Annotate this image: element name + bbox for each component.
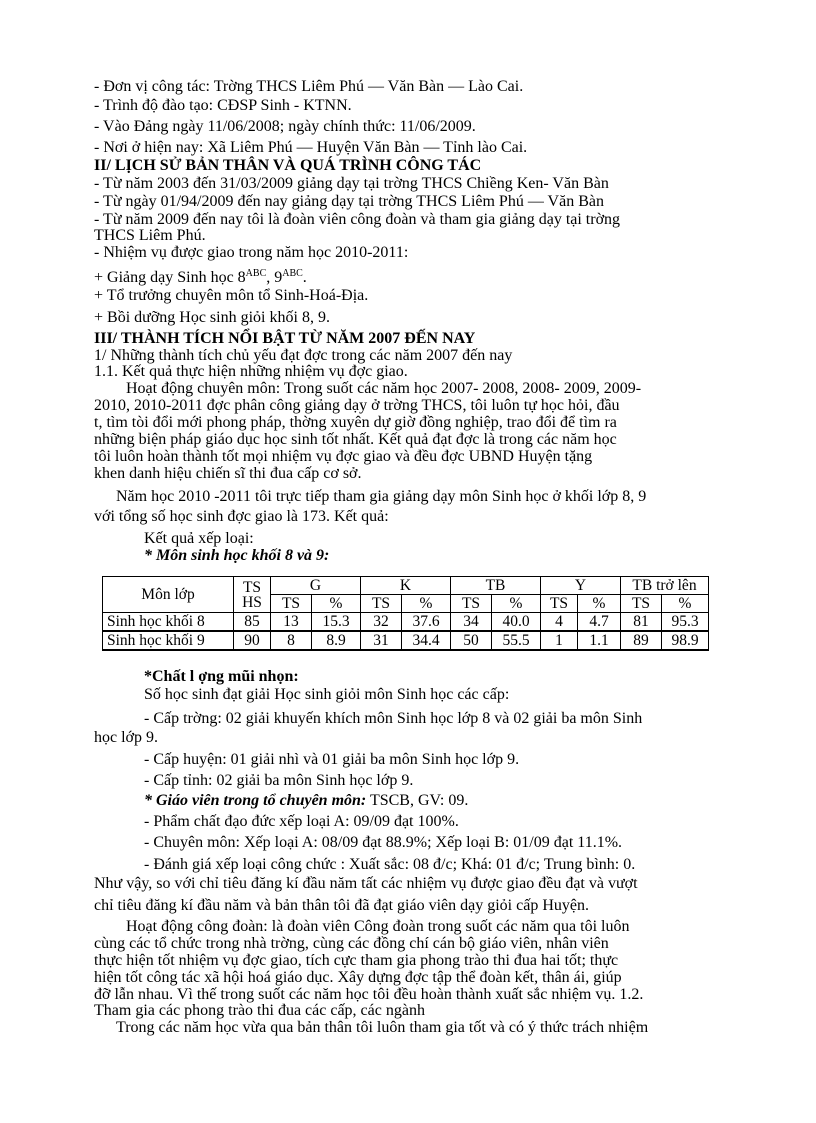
school-level-line-a: - Cấp trờng: 02 giải khuyến khích môn Sinh học lớp 8 và 02 giải ba môn Sinh (144, 710, 643, 727)
duty-teaching-text: + Giảng dạy Sinh học 8 (94, 269, 246, 286)
paragraph-1-line-4: những biện pháp giáo dục học sinh tốt nhất. Kết quả đạt đợc là trong các năm học (94, 431, 617, 448)
district-level-line: - Cấp huyện: 01 giải nhì và 01 giải ba môn Sinh học lớp 9. (144, 751, 520, 768)
table-row (103, 631, 709, 650)
row-subject: Sinh học khối 8 (103, 613, 234, 632)
table-row (103, 613, 709, 632)
header-ts-hs (234, 577, 271, 613)
cell-tshs: 90 (234, 631, 271, 650)
sub-ts: TS (541, 595, 578, 613)
cell-y-ts: 4 (541, 613, 578, 632)
teachers-heading-count: TSCB, GV: 09. (366, 792, 469, 809)
work-unit-line: - Đơn vị công tác: Trờng THCS Liêm Phú — Văn Bàn — Lào Cai. (94, 78, 524, 95)
cell-tb-pct: 55.5 (492, 631, 541, 650)
ranking-label: Kết quả xếp loại: (144, 530, 254, 547)
cell-y-pct: 1.1 (578, 631, 621, 650)
cell-tb-ts: 34 (451, 613, 492, 632)
paragraph-3-line-3: thực hiện tốt nhiệm vụ đợc giao, tích cực tham gia phong trào thi đua hai tốt; thực (94, 952, 619, 969)
paragraph-3-line-5: đỡ lẫn nhau. Vì thế trong suốt các năm học tôi đều hoàn thành xuất sắc nhiệm vụ. 1.2. (94, 986, 644, 1003)
duty-line: - Nhiệm vụ được giao trong năm học 2010-2011: (94, 244, 409, 261)
province-level-line: - Cấp tỉnh: 02 giải ba môn Sinh học lớp 9. (144, 772, 414, 789)
header-g: G (271, 577, 361, 595)
section-heading-2: II/ LỊCH SỬ BẢN THÂN VÀ QUÁ TRÌNH CÔNG TÁC (94, 157, 482, 174)
row-subject: Sinh học khối 9 (103, 631, 234, 650)
expertise-line: - Chuyên môn: Xếp loại A: 08/09 đạt 88.9%; Xếp loại B: 01/09 đạt 11.1%. (144, 834, 623, 851)
header-mon-lop: Môn lớp (103, 577, 234, 613)
cell-k-ts: 31 (361, 631, 402, 650)
school-level-line-b: học lớp 9. (94, 729, 159, 746)
summary-line-1: Như vậy, so với chỉ tiêu đăng kí đầu năm tất các nhiệm vụ được giao đều đạt và vượt (94, 875, 638, 892)
evaluation-line: - Đánh giá xếp loại công chức : Xuất sắc: 08 đ/c; Khá: 01 đ/c; Trung bình: 0. (144, 856, 636, 873)
cell-k-pct: 34.4 (402, 631, 451, 650)
awards-intro: Số học sinh đạt giải Học sinh giỏi môn Sinh học các cấp: (144, 686, 510, 703)
duty-teaching-line (94, 265, 307, 287)
cell-tbl-ts: 81 (621, 613, 662, 632)
cell-g-ts: 8 (271, 631, 312, 650)
header-ts-hs-2: HS (242, 593, 262, 611)
residence-line: - Nơi ở hiện nay: Xã Liêm Phú — Huyện Văn Bàn — Tỉnh lào Cai. (94, 139, 528, 156)
cell-y-pct: 4.7 (578, 613, 621, 632)
duty-training-line: + Bồi dưỡng Học sinh giỏi khối 8, 9. (94, 309, 330, 326)
teachers-heading (144, 792, 468, 810)
sub-pct: % (662, 595, 709, 613)
sub-pct: % (402, 595, 451, 613)
cell-g-pct: 8.9 (312, 631, 361, 650)
quality-heading: *Chất l ợng mũi nhọn: (144, 668, 299, 685)
class-sup-1: ABC (245, 268, 267, 279)
cell-tbl-ts: 89 (621, 631, 662, 650)
sub-pct: % (492, 595, 541, 613)
cell-k-ts: 32 (361, 613, 402, 632)
sub-ts: TS (271, 595, 312, 613)
cell-tbl-pct: 95.3 (662, 613, 709, 632)
results-table (102, 576, 709, 651)
sub-pct: % (312, 595, 361, 613)
cell-tb-pct: 40.0 (492, 613, 541, 632)
history-line-2: - Từ ngày 01/94/2009 đến nay giảng dạy tại trờng THCS Liêm Phú — Văn Bàn (94, 193, 604, 210)
paragraph-1-line-1: Hoạt động chuyên môn: Trong suốt các năm học 2007- 2008, 2008- 2009, 2009- (126, 380, 642, 397)
section-heading-3: III/ THÀNH TÍCH NỔI BẬT TỪ NĂM 2007 ĐẾN NAY (94, 330, 476, 347)
table-header-row (103, 577, 709, 595)
cell-tb-ts: 50 (451, 631, 492, 650)
ethics-line: - Phẩm chất đạo đức xếp loại A: 09/09 đạt 100%. (144, 813, 459, 830)
table-heading: * Môn sinh học khối 8 và 9: (144, 547, 330, 564)
paragraph-4-line-1: Trong các năm học vừa qua bản thân tôi luôn tham gia tốt và có ý thức trách nhiệm (116, 1019, 649, 1036)
duty-teaching-mid: , 9 (266, 269, 283, 286)
header-tb: TB (451, 577, 541, 595)
paragraph-3-line-2: cùng các tổ chức trong nhà trờng, cùng các đồng chí cán bộ giáo viên, nhân viên (94, 935, 609, 952)
header-k: K (361, 577, 451, 595)
paragraph-2-line-1: Năm học 2010 -2011 tôi trực tiếp tham gia giảng dạy môn Sinh học ở khối lớp 8, 9 (116, 488, 647, 505)
history-line-3a: - Từ năm 2009 đến nay tôi là đoàn viên công đoàn và tham gia giảng dạy tại trờng (94, 211, 621, 228)
paragraph-1-line-2: 2010, 2010-2011 đợc phân công giảng dạy ở trờng THCS, tôi luôn tự học hỏi, đầu (94, 397, 620, 414)
paragraph-1-line-6: khen danh hiệu chiến sĩ thi đua cấp cơ sở. (94, 465, 362, 482)
party-line: - Vào Đảng ngày 11/06/2008; ngày chính thức: 11/06/2009. (94, 118, 476, 135)
teachers-heading-label: * Giáo viên trong tổ chuyên môn: (144, 792, 367, 809)
paragraph-1-line-5: tôi luôn hoàn thành tốt mọi nhiệm vụ đợc giao và đều đợc UBND Huyện tặng (94, 448, 593, 465)
header-y: Y (541, 577, 621, 595)
paragraph-2-line-2: với tổng số học sinh đợc giao là 173. Kết quả: (94, 508, 389, 525)
achievement-subheading: 1/ Những thành tích chủ yếu đạt đợc trong các năm 2007 đến nay (94, 347, 513, 364)
paragraph-3-line-4: hiện tốt công tác xã hội hoá giáo dục. Xây dựng đợc tập thể đoàn kết, thân ái, giúp (94, 969, 622, 986)
header-ts-hs-1: TS (242, 578, 262, 596)
education-line: - Trình độ đào tạo: CĐSP Sinh - KTNN. (94, 97, 352, 114)
cell-k-pct: 37.6 (402, 613, 451, 632)
achievement-subheading-1-1: 1.1. Kết quả thực hiện những nhiệm vụ đợc giao. (94, 363, 408, 380)
header-tb-tro-len: TB trở lên (621, 577, 709, 595)
sub-pct: % (578, 595, 621, 613)
cell-tbl-pct: 98.9 (662, 631, 709, 650)
cell-y-ts: 1 (541, 631, 578, 650)
paragraph-1-line-3: t, tìm tòi đổi mới phong pháp, thờng xuyên dự giờ đồng nghiệp, trao đổi để tìm ra (94, 414, 617, 431)
cell-g-ts: 13 (271, 613, 312, 632)
summary-line-2: chỉ tiêu đăng kí đầu năm và bản thân tôi đã đạt giáo viên dạy giỏi cấp Huyện. (94, 897, 589, 914)
class-sup-2: ABC (282, 268, 303, 279)
history-line-1: - Từ năm 2003 đến 31/03/2009 giảng dạy tại trờng THCS Chiềng Ken- Văn Bàn (94, 175, 609, 192)
cell-g-pct: 15.3 (312, 613, 361, 632)
duty-teaching-end: . (302, 269, 307, 286)
history-line-3b: THCS Liêm Phú. (94, 227, 206, 244)
sub-ts: TS (451, 595, 492, 613)
paragraph-3-line-6: Tham gia các phong trào thi đua các cấp, các ngành (94, 1002, 425, 1019)
sub-ts: TS (621, 595, 662, 613)
paragraph-3-line-1: Hoạt động công đoàn: là đoàn viên Công đoàn trong suốt các năm qua tôi luôn (126, 918, 630, 935)
sub-ts: TS (361, 595, 402, 613)
duty-leader-line: + Tổ trưởng chuyên môn tổ Sinh-Hoá-Địa. (94, 287, 369, 304)
cell-tshs: 85 (234, 613, 271, 632)
